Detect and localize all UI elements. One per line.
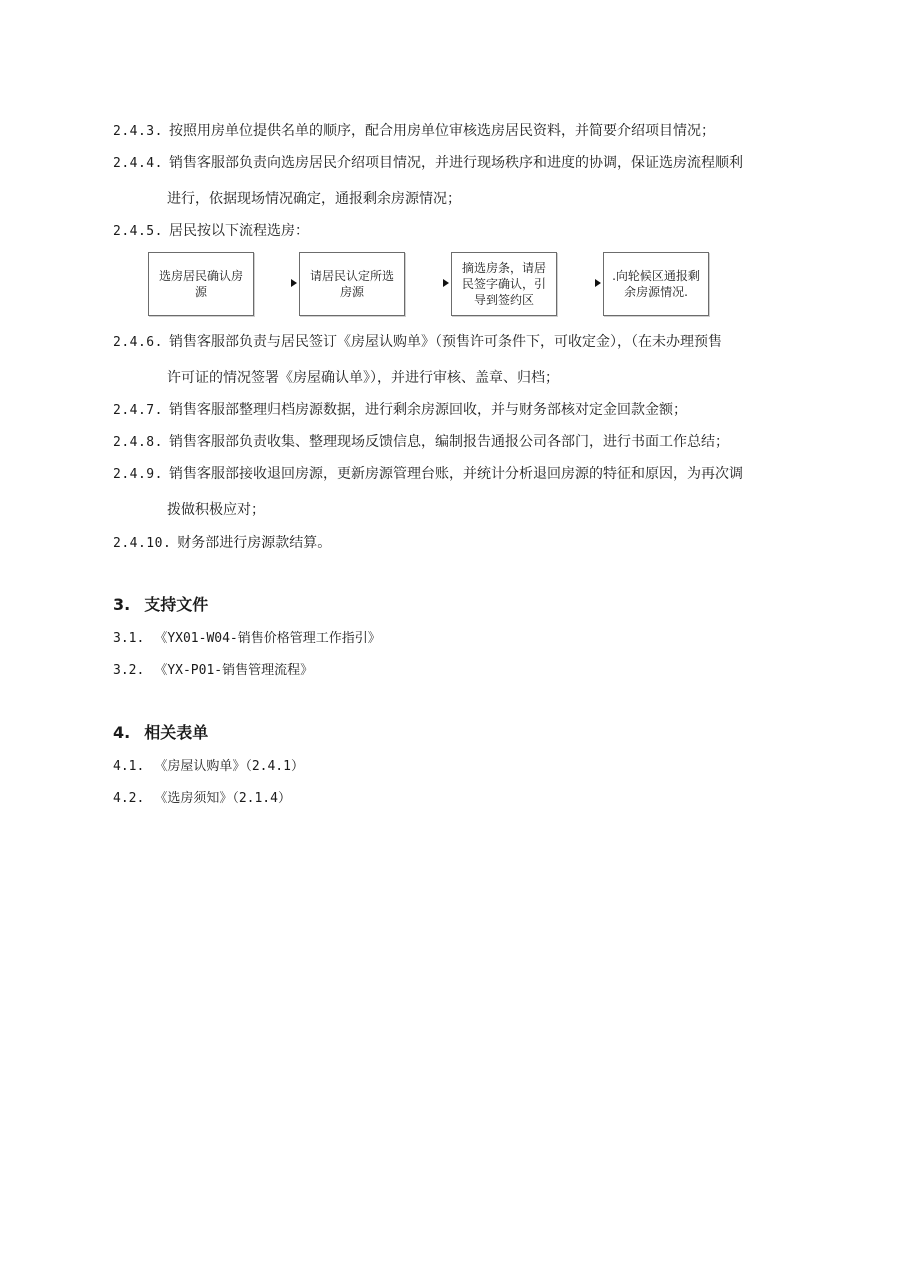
section-number: 3.: [113, 595, 131, 614]
reference-text: 《YX01-W04-销售价格管理工作指引》: [154, 631, 381, 646]
flow-step-box: 请居民认定所选房源: [299, 252, 405, 316]
step-continuation: 进行，依据现场情况确定，通报剩余房源情况；: [167, 191, 461, 207]
reference-text: 《房屋认购单》（2.4.1）: [154, 759, 304, 774]
step-continuation: 许可证的情况签署《房屋确认单》），并进行审核、盖章、归档；: [167, 370, 559, 386]
step-item: [113, 222, 828, 241]
step-item: [113, 465, 828, 484]
step-text: 销售客服部负责收集、整理现场反馈信息，编制报告通报公司各部门，进行书面工作总结；: [168, 434, 729, 450]
flow-arrow-icon: [595, 279, 601, 287]
document-reference: [113, 629, 381, 648]
step-text: 居民按以下流程选房：: [168, 223, 309, 239]
step-text: 销售客服部整理归档房源数据，进行剩余房源回收，并与财务部核对定金回款金额；: [168, 402, 687, 418]
step-item: [113, 122, 828, 141]
form-reference: [113, 789, 291, 808]
flow-arrow-icon: [291, 279, 297, 287]
flow-step-box: 选房居民确认房源: [148, 252, 254, 316]
section-heading: [113, 723, 208, 743]
section-number: 4.: [113, 723, 131, 742]
step-item: [113, 154, 828, 173]
step-number: 2.4.4.: [113, 156, 163, 171]
step-item: [113, 433, 828, 452]
flow-arrow-icon: [443, 279, 449, 287]
form-reference: [113, 757, 304, 776]
step-number: 2.4.9.: [113, 467, 163, 482]
flow-step-box: .向轮候区通报剩余房源情况.: [603, 252, 709, 316]
step-number: 2.4.6.: [113, 335, 163, 350]
step-item: [113, 401, 828, 420]
section-title: 相关表单: [144, 723, 209, 742]
step-text: 财务部进行房源款结算。: [177, 535, 332, 551]
reference-text: 《YX-P01-销售管理流程》: [154, 663, 314, 678]
reference-text: 《选房须知》（2.1.4）: [154, 791, 291, 806]
step-item: [113, 534, 828, 553]
reference-number: 3.2.: [113, 663, 145, 678]
step-text: 销售客服部接收退回房源，更新房源管理台账，并统计分析退回房源的特征和原因，为再次调: [168, 466, 743, 482]
step-number: 2.4.10.: [113, 536, 172, 551]
section-title: 支持文件: [144, 595, 209, 614]
step-number: 2.4.7.: [113, 403, 163, 418]
reference-number: 3.1.: [113, 631, 145, 646]
step-text: 销售客服部负责与居民签订《房屋认购单》（预售许可条件下，可收定金），（在未办理预售: [168, 334, 722, 350]
step-number: 2.4.3.: [113, 124, 163, 139]
step-number: 2.4.5.: [113, 224, 163, 239]
flow-step-box: 摘选房条，请居民签字确认，引导到签约区: [451, 252, 557, 316]
step-text: 按照用房单位提供名单的顺序，配合用房单位审核选房居民资料，并简要介绍项目情况；: [168, 123, 715, 139]
step-item: [113, 333, 828, 352]
section-heading: [113, 595, 208, 615]
document-reference: [113, 661, 313, 680]
step-text: 销售客服部负责向选房居民介绍项目情况，并进行现场秩序和进度的协调，保证选房流程顺利: [168, 155, 743, 171]
step-number: 2.4.8.: [113, 435, 163, 450]
reference-number: 4.2.: [113, 791, 145, 806]
step-continuation: 拨做积极应对；: [167, 502, 265, 518]
reference-number: 4.1.: [113, 759, 145, 774]
